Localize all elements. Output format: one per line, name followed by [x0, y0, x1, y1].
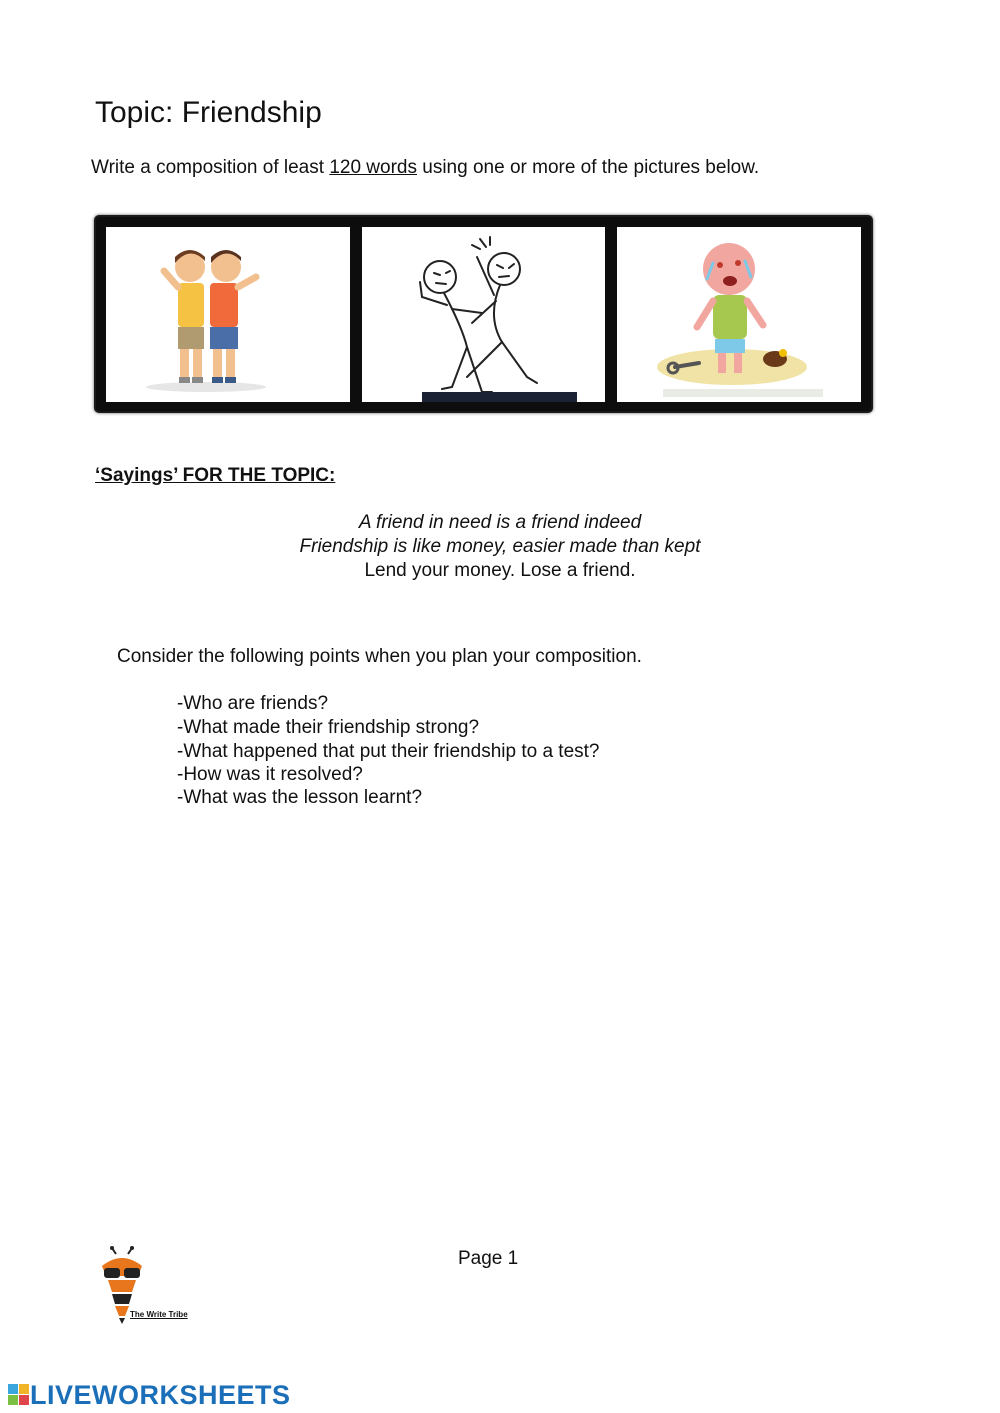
- saying: Lend your money. Lose a friend.: [364, 560, 636, 581]
- instruction-before: Write a composition of least: [91, 157, 330, 178]
- liveworksheets-grid-icon: [8, 1384, 30, 1406]
- logo-text: The Write Tribe: [130, 1310, 188, 1319]
- saying: A friend in need is a friend indeed: [358, 512, 642, 533]
- page-title: Topic: Friendship: [95, 96, 322, 129]
- picture-strip: [96, 217, 871, 411]
- sayings-heading: ‘Sayings’ FOR THE TOPIC:: [95, 465, 336, 486]
- instruction-text: [91, 157, 759, 179]
- consider-intro: Consider the following points when you plan your composition.: [117, 646, 642, 667]
- stick-figures-fighting-image: [362, 227, 605, 402]
- planning-point: -What made their friendship strong?: [177, 717, 480, 738]
- page-number: Page 1: [458, 1248, 519, 1269]
- instruction-after: using one or more of the pictures below.: [416, 157, 760, 178]
- saying: Friendship is like money, easier made than kept: [299, 536, 701, 557]
- two-friends-hugging-image: [106, 227, 350, 402]
- planning-point: -How was it resolved?: [177, 764, 363, 785]
- planning-point: -What happened that put their friendship to a test?: [177, 741, 600, 762]
- crying-child-broken-toy-image: [617, 227, 861, 402]
- liveworksheets-wordmark: LIVEWORKSHEETS: [30, 1380, 291, 1410]
- word-count-requirement: 120 words: [329, 157, 417, 178]
- planning-point: -Who are friends?: [177, 693, 329, 714]
- planning-point: -What was the lesson learnt?: [177, 787, 423, 808]
